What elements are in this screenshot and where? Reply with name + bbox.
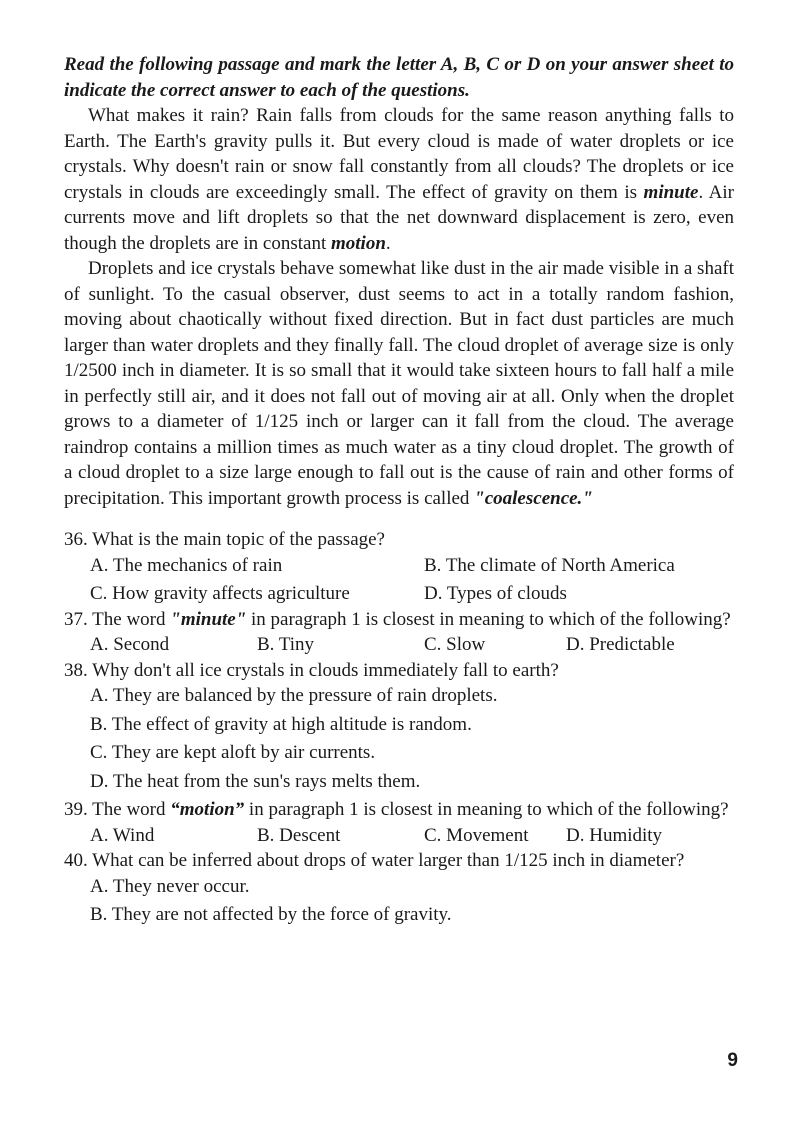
paragraph-1-text-b: . Air currents move and lift droplets so that the net downward displacement is zero, even though the droplets are in constant xyxy=(64,181,735,254)
page-content xyxy=(64,52,734,931)
question-number: 36. xyxy=(64,529,88,550)
question-keyword: "minute" xyxy=(170,608,247,630)
question-38-stem xyxy=(64,658,734,684)
question-text-b: in paragraph 1 is closest in meaning to which of the following? xyxy=(246,608,731,630)
option-d[interactable]: D. Humidity xyxy=(566,824,663,846)
option-c[interactable]: C. Slow xyxy=(424,634,486,655)
question-text: Why don't all ice crystals in clouds immediately fall to earth? xyxy=(92,659,559,681)
question-36 xyxy=(64,527,734,607)
question-39-options xyxy=(90,823,734,849)
option-c[interactable]: C. How gravity affects agriculture xyxy=(90,583,350,604)
question-36-options xyxy=(90,553,734,607)
question-keyword: “motion” xyxy=(170,799,245,820)
option-a[interactable]: A. Second xyxy=(90,634,170,655)
question-number: 40. xyxy=(64,850,88,871)
option-c[interactable]: C. Movement xyxy=(424,824,529,846)
emphasis-motion: motion xyxy=(331,232,386,254)
question-text: What is the main topic of the passage? xyxy=(92,529,385,550)
option-a[interactable]: A. The mechanics of rain xyxy=(90,554,283,576)
option-d[interactable]: D. Types of clouds xyxy=(424,583,567,604)
paragraph-1-text-a: What makes it rain? Rain falls from clouds for the same reason anything falls to Earth. The Earth's gravity pulls it. But every cloud is made of water droplets or ice crystals. Why doesn't rain or snow fall constantly from all clouds? The droplets or ice crystals in clouds are exceedingly small. The effect of gravity on them is xyxy=(64,105,734,203)
option-a[interactable]: A. They are balanced by the pressure of rain droplets. xyxy=(90,685,498,706)
option-b[interactable]: B. They are not affected by the force of gravity. xyxy=(90,904,452,925)
question-40-options xyxy=(90,874,734,928)
question-text: What can be inferred about drops of water larger than 1/125 inch in diameter? xyxy=(92,850,685,871)
question-38 xyxy=(64,658,734,795)
question-list xyxy=(64,527,734,928)
option-c[interactable]: C. They are kept aloft by air currents. xyxy=(90,742,376,763)
paragraph-2 xyxy=(64,256,734,511)
paragraph-2-text: Droplets and ice crystals behave somewhat like dust in the air made visible in a shaft of sunlight. To the casual observer, dust seems to act in a totally random fashion, moving about chaotically without fixed direction. But in fact dust particles are much larger than water droplets and they finally fall. The cloud droplet of average size is only 1/2500 inch in diameter. It is so small that it would take sixteen hours to fall half a mile in perfectly still air, and it does not fall out of moving air at all. Only when the droplet grows to a diameter of 1/125 inch or larger can it fall from the cloud. The average raindrop contains a million times as much water as a tiny cloud droplet. The growth of a cloud droplet to a size large enough to fall out is the cause of rain and other forms of precipitation. This important growth process is called xyxy=(64,258,734,509)
question-text-b: in paragraph 1 is closest in meaning to which of the following? xyxy=(244,799,729,820)
question-number: 39. xyxy=(64,799,88,820)
question-39-stem xyxy=(64,797,734,823)
paragraph-1-text-c: . xyxy=(385,232,391,254)
emphasis-minute: minute xyxy=(643,181,699,203)
question-36-stem xyxy=(64,527,734,553)
question-text-a: The word xyxy=(92,608,171,630)
option-b[interactable]: B. The climate of North America xyxy=(424,554,675,576)
option-d[interactable]: D. Predictable xyxy=(566,634,675,655)
question-39 xyxy=(64,797,734,848)
question-text-a: The word xyxy=(92,799,171,820)
option-a[interactable]: A. They never occur. xyxy=(90,875,250,897)
option-b[interactable]: B. Tiny xyxy=(257,634,315,655)
question-38-options xyxy=(90,683,734,794)
question-37-stem xyxy=(64,607,734,633)
paragraph-1 xyxy=(64,103,734,256)
question-37-options xyxy=(90,632,734,658)
emphasis-coalescence: "coalescence." xyxy=(474,487,593,509)
instructions: Read the following passage and mark the letter A, B, C or D on your answer sheet to indicate the correct answer to each of the questions. xyxy=(64,54,734,101)
question-number: 37. xyxy=(64,608,88,630)
question-40 xyxy=(64,848,734,928)
passage xyxy=(64,103,734,511)
option-b[interactable]: B. Descent xyxy=(257,824,341,846)
page-number: 9 xyxy=(727,1050,738,1071)
option-a[interactable]: A. Wind xyxy=(90,824,155,846)
question-37 xyxy=(64,607,734,658)
option-d[interactable]: D. The heat from the sun's rays melts them. xyxy=(90,770,421,792)
option-b[interactable]: B. The effect of gravity at high altitude is random. xyxy=(90,713,472,735)
question-number: 38. xyxy=(64,659,88,681)
question-40-stem xyxy=(64,848,734,874)
